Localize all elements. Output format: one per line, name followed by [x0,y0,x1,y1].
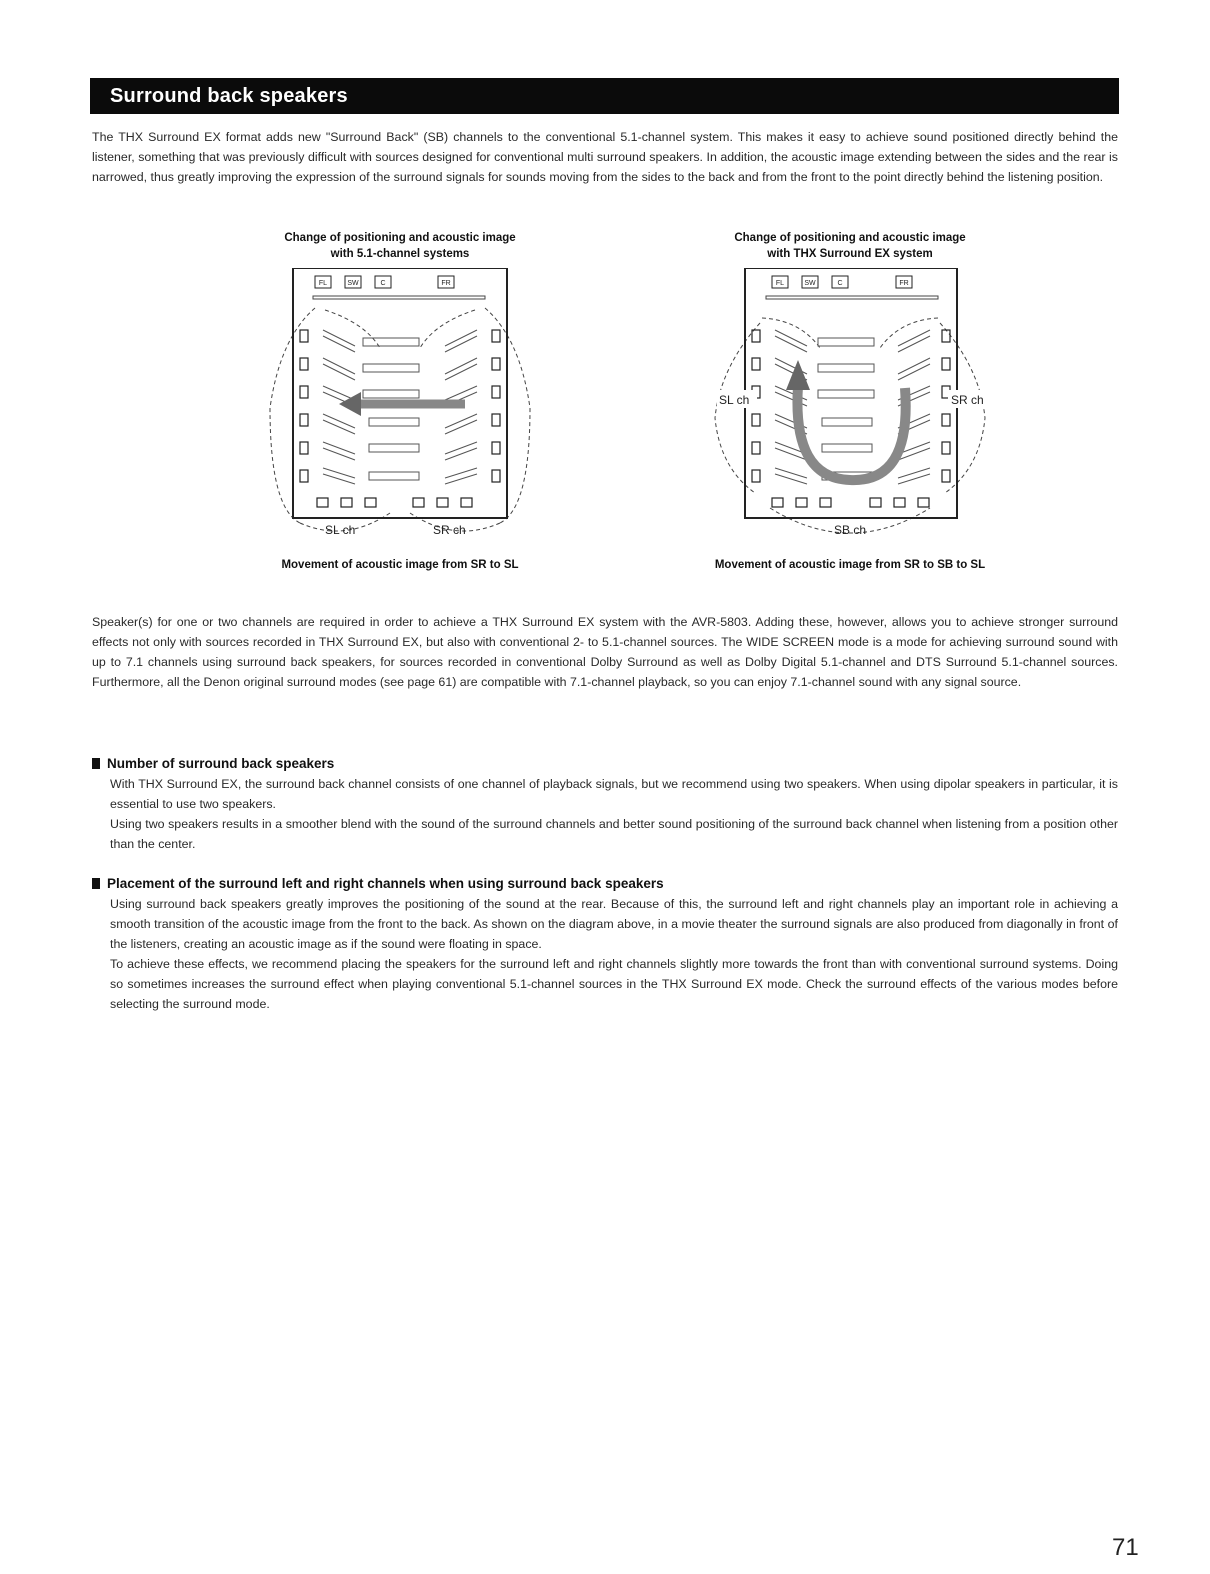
acoustic-image-arrow [786,360,906,480]
section-paragraph: Using surround back speakers greatly improves the positioning of the sound at the rear. Because of this, the surround left and right channels play an important role in achieving a smooth transition of the acoustic image from the front to the back. As shown on the diagram above, in a movie theater the surround signals are also produced from diagonally in front of the listeners, creating an acoustic image as if the sound were floating in space. [110,897,1118,951]
section-paragraph: To achieve these effects, we recommend placing the speakers for the surround left and right channels slightly more towards the front than with conventional surround systems. Doing so sometimes increases the surround effect when playing conventional 5.1-channel sources in the THX Surround EX mode. Check the surround effects of the various modes before selecting the surround mode. [110,957,1118,1011]
screen [766,296,938,299]
sr-channel-label: SR ch [951,393,984,407]
screen [313,296,485,299]
figure-caption: Movement of acoustic image from SR to SB to SL [714,559,986,571]
section-title-bar [90,78,1119,114]
front-label: FR [441,280,451,287]
sl-channel-label: SL ch [325,523,356,537]
front-label: C [837,280,843,287]
section-heading-text: Placement of the surround left and right channels when using surround back speakers [107,876,664,891]
section-number-of-speakers [92,754,1118,854]
theater-diagram [265,268,535,553]
figure-title: Change of positioning and acoustic image with THX Surround EX system [734,232,966,260]
figure-thx-surround-ex [620,230,1080,571]
figure-title: Change of positioning and acoustic image with 5.1-channel systems [284,232,516,260]
section-heading-text: Number of surround back speakers [107,756,335,771]
square-bullet-icon [92,878,100,889]
section-paragraph: Using two speakers results in a smoother blend with the sound of the surround channels and better sound positioning of the surround back channel when listening from a position other than the center. [110,817,1118,851]
front-label: C [380,280,386,287]
rear-speakers [317,498,472,507]
square-bullet-icon [92,758,100,769]
theater-diagram [700,268,1000,553]
figure-5-1-channel [170,230,630,571]
front-label: SW [804,280,816,287]
rear-speakers [772,498,929,507]
front-speakers [772,276,912,288]
page-number: 71 [1112,1534,1139,1561]
notes-paragraph: Speaker(s) for one or two channels are required in order to achieve a THX Surround EX system with the AVR-5803. Adding these, however, allows you to achieve stronger surround effects not only with sources recorded in THX Surround EX, but also with conventional 2- to 5.1-channel sources. The WIDE SCREEN mode is a mode for achieving surround sound with up to 7.1 channels using surround back speakers, for sources recorded in conventional Dolby Surround as well as Dolby Digital 5.1-channel and DTS Surround 5.1-channel sources. Furthermore, all the Denon original surround modes (see page 61) are compatible with 7.1-channel playback, so you can enjoy 7.1-channel sound with any signal source. [92,615,1118,689]
section-placement [92,874,1118,1014]
front-label: FR [899,280,909,287]
acoustic-image-arrow [339,392,465,416]
front-label: FL [318,280,328,287]
front-label: SW [347,280,359,287]
sr-channel-label: SR ch [433,523,466,537]
front-label: FL [775,280,785,287]
section-heading [92,754,1118,774]
sl-channel-label: SL ch [719,393,750,407]
section-heading [92,874,1118,894]
page-title: Surround back speakers [110,85,348,107]
sb-channel-label: SB ch [833,523,867,537]
section-paragraph: With THX Surround EX, the surround back channel consists of one channel of playback signals, but we recommend using two speakers. When using dipolar speakers in particular, it is essential to use two speakers. [110,777,1118,811]
front-speakers [315,276,454,288]
side-speakers [752,330,950,482]
intro-paragraph: The THX Surround EX format adds new "Surround Back" (SB) channels to the conventional 5.1-channel system. This makes it easy to achieve sound positioned directly behind the listener, something that was previously difficult with sources designed for conventional multi surround speakers. In addition, the acoustic image extending between the sides and the rear is narrowed, thus greatly improving the expression of the surround signals for sounds moving from the sides to the back and from the front to the point directly behind the listening position. [92,130,1118,184]
figure-caption: Movement of acoustic image from SR to SL [281,559,519,571]
